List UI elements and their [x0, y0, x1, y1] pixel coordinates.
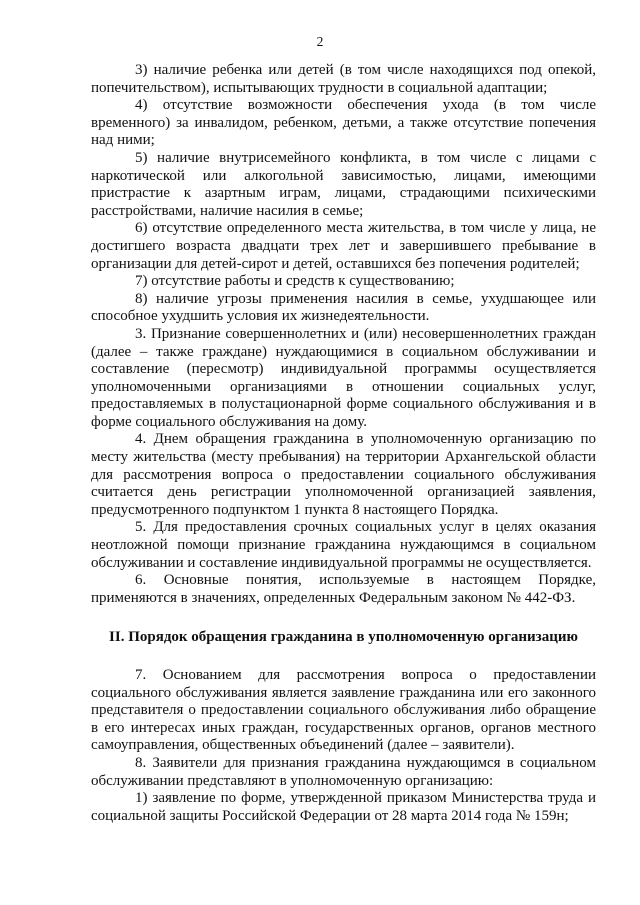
page-number: 2 — [316, 34, 324, 49]
list-item-3: 3) наличие ребенка или детей (в том числе находящихся под опекой, попечительством), испытывающих трудности в социальной адаптации; — [91, 62, 596, 96]
clause-8-item-1: 1) заявление по форме, утвержденной приказом Министерства труда и социальной защиты Российской Федерации от 28 марта 2014 года № 159н; — [91, 790, 596, 824]
list-item-4: 4) отсутствие возможности обеспечения ухода (в том числе временного) за инвалидом, ребенком, детьми, а также отсутствие попечения над ними; — [91, 97, 596, 149]
clause-7: 7. Основанием для рассмотрения вопроса о предоставлении социального обслуживания является заявление гражданина или его законного представителя о предоставлении социального обслуживания либо обращение в его интересах иных граждан, государственных органов, органов местного самоуправления, общественных объединений (далее – заявители). — [91, 667, 596, 754]
list-item-6: 6) отсутствие определенного места жительства, в том числе у лица, не достигшего возраста двадцати трех лет и завершившего пребывание в организации для детей-сирот и детей, оставшихся без попечения родителей; — [91, 220, 596, 272]
clause-3: 3. Признание совершеннолетних и (или) несовершеннолетних граждан (далее – также граждане) нуждающимися в социальном обслуживании и составление (пересмотр) индивидуальной программы осуществляется уполномоченными организациями в отношении социальных услуг, предоставляемых в полустационарной форме социального обслуживания и в форме социального обслуживания на дому. — [91, 325, 596, 430]
clause-5: 5. Для предоставления срочных социальных услуг в целях оказания неотложной помощи признание гражданина нуждающимся в социальном обслуживании и составление индивидуальной программы не осуществляется. — [91, 519, 596, 571]
list-item-8: 8) наличие угрозы применения насилия в семье, ухудшающее или способное ухудшить условия их жизнедеятельности. — [91, 290, 596, 325]
list-item-5: 5) наличие внутрисемейного конфликта, в том числе с лицами с наркотической или алкогольной зависимостью, лицами, имеющими пристрастие к азартным играм, лицами, страдающими психическими расстройствами, наличие насилия в семье; — [91, 149, 596, 219]
clause-8: 8. Заявители для признания гражданина нуждающимся в социальном обслуживании представляют в уполномоченную организацию: — [91, 754, 596, 789]
document-body — [91, 62, 596, 825]
list-item-7: 7) отсутствие работы и средств к существованию; — [135, 273, 455, 290]
section-heading: II. Порядок обращения гражданина в уполномоченную организацию — [109, 629, 578, 646]
clause-6: 6. Основные понятия, используемые в настоящем Порядке, применяются в значениях, определенных Федеральным законом № 442-ФЗ. — [91, 572, 596, 606]
clause-4: 4. Днем обращения гражданина в уполномоченную организацию по месту жительства (месту пребывания) на территории Архангельской области для рассмотрения вопроса о предоставлении социального обслуживания считается день регистрации уполномоченной организацией заявления, предусмотренного подпунктом 1 пункта 8 настоящего Порядка. — [91, 431, 596, 518]
